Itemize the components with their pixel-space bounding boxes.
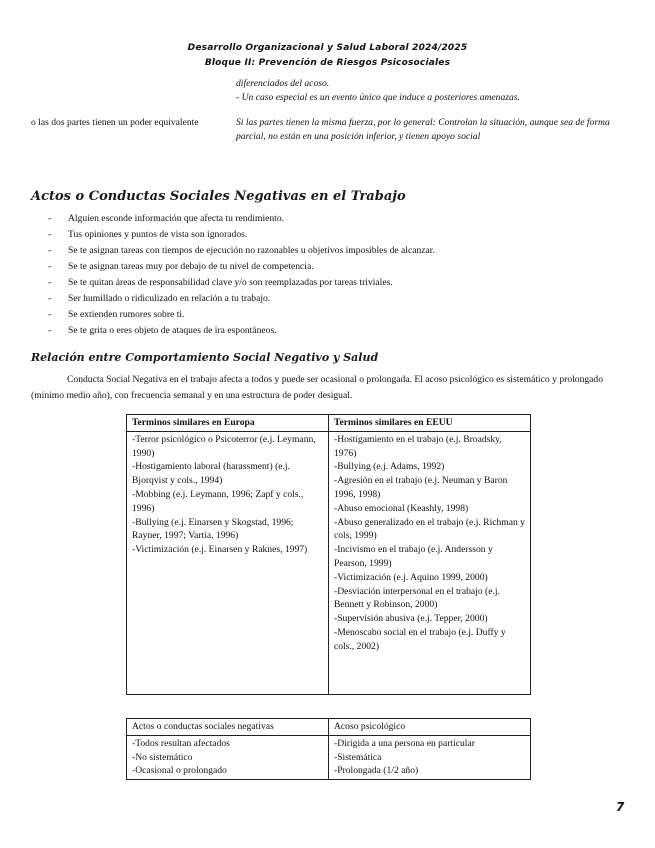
term-item: -Incivismo en el trabajo (e.j. Andersson y Pearson, 1999): [334, 544, 493, 569]
list-item: - Tus opiniones y puntos de vista son ignorados.: [48, 229, 248, 240]
continued-text: [236, 77, 626, 104]
comparison-item: -No sistemático: [132, 751, 193, 763]
negative-acts-cell: [127, 735, 329, 779]
term-item: -Terror psicológico o Psicoterror (e.j. Leymann, 1990): [132, 433, 316, 459]
term-item: -Abuso generalizado en el trabajo (e.j. Richman y cols, 1999): [334, 516, 526, 542]
list-item: - Se te asignan tareas con tiempos de ejecución no razonables u objetivos imposibles de alcanzar.: [48, 245, 435, 256]
section-title-negative-acts: Actos o Conductas Sociales Negativas en el Trabajo: [31, 189, 406, 204]
page-number: 7: [616, 800, 625, 814]
comparison-item: -Ocasional o prolongado: [132, 765, 227, 777]
continued-line: - Un caso especial es un evento único que induce a posteriores amenazas.: [236, 91, 520, 103]
document-header-subtitle: Bloque II: Prevención de Riesgos Psicosociales: [204, 58, 451, 68]
term-item: -Agresión en el trabajo (e.j. Neuman y Baron 1996, 1998): [334, 475, 508, 500]
document-header-title: Desarrollo Organizacional y Salud Laboral 2024/2025: [187, 43, 468, 53]
comparison-item: -Dirigida a una persona en particular: [334, 737, 475, 749]
list-item-text: Se extienden rumores sobre ti.: [68, 309, 185, 320]
term-item: -Bullying (e.j. Adams, 1992): [334, 461, 445, 473]
term-item: -Abuso emocional (Keashly, 1998): [334, 502, 469, 514]
section-paragraph: Conducta Social Negativa en el trabajo afecta a todos y puede ser ocasional o prolongada. El acoso psicológico es sistemático y prolongado (mínimo medio año), con frecuencia semanal y en una estructura de poder desigual.: [31, 374, 604, 401]
table-row: [127, 431, 531, 694]
list-item-text: Ser humillado o ridiculizado en relación a tu trabajo.: [68, 293, 271, 304]
term-item: -Victimización (e.j. Aquino 1999, 2000): [334, 571, 488, 583]
term-item: -Bullying (e.j. Einarsen y Skogstad, 1996; Rayner, 1997; Vartia, 1996): [132, 516, 294, 542]
list-item: - Se te grita o eres objeto de ataques de ira espontáneos.: [48, 325, 277, 336]
comparison-table: [126, 718, 531, 780]
list-item: - Alguien esconde información que afecta tu rendimiento.: [48, 213, 285, 224]
term-item: -Desviación interpersonal en el trabajo (e.j. Bennett y Robinson, 2000): [334, 585, 500, 611]
table-header-usa: Terminos similares en EEUU: [329, 415, 531, 432]
table-row: [127, 735, 531, 779]
list-item: - Se extienden rumores sobre ti.: [48, 309, 185, 320]
term-item: -Hostigamiento laboral (harassment) (e.j. Bjorqvist y cols., 1994): [132, 461, 290, 487]
term-item: -Menoscabo social en el trabajo (e.j. Duffy y cols., 2002): [334, 626, 506, 652]
comparison-item: -Prolongada (1/2 año): [334, 765, 419, 777]
list-item-text: Se te quitan áreas de responsabilidad clave y/o son reemplazadas por tareas triviales.: [68, 277, 393, 288]
table-header-europe: Terminos similares en Europa: [127, 415, 329, 432]
similar-terms-table: [126, 414, 531, 695]
term-item: -Victimización (e.j. Einarsen y Raknes, 1997): [132, 544, 308, 556]
continued-line: diferenciados del acoso.: [236, 78, 330, 89]
europe-terms-cell: [127, 431, 329, 694]
top-left-cell-text: o las dos partes tienen un poder equivalente: [31, 117, 199, 128]
list-item-text: Se te asignan tareas muy por debajo de tu nivel de competencia.: [68, 261, 314, 272]
table-header-psychological-harassment: Acoso psicológico: [329, 719, 531, 736]
list-item: - Se te quitan áreas de responsabilidad clave y/o son reemplazadas por tareas triviales.: [48, 277, 393, 288]
list-item-text: Alguien esconde información que afecta tu rendimiento.: [68, 213, 285, 224]
table-header-row: [127, 719, 531, 736]
section-title-behavior-health: Relación entre Comportamiento Social Negativo y Salud: [31, 351, 379, 364]
table-header-row: [127, 415, 531, 432]
term-item: -Supervisión abusiva (e.j. Tepper, 2000): [334, 613, 488, 625]
list-item: - Ser humillado o ridiculizado en relación a tu trabajo.: [48, 293, 271, 304]
negative-acts-list: [44, 211, 624, 339]
table-header-negative-acts: Actos o conductas sociales negativas: [127, 719, 329, 736]
term-item: -Mobbing (e.j. Leymann, 1996; Zapf y cols., 1996): [132, 488, 304, 514]
term-item: -Hostigamiento en el trabajo (e.j. Broadsky, 1976): [334, 433, 502, 459]
top-right-cell-text: Si las partes tienen la misma fuerza, por lo general: Controlan la situación, aunque sea de forma parcial, no están en una posición inferior, y tienen apoyo social: [236, 117, 610, 142]
list-item-text: Tus opiniones y puntos de vista son ignorados.: [68, 229, 248, 240]
comparison-item: -Todos resultan afectados: [132, 737, 230, 749]
list-item-text: Se te grita o eres objeto de ataques de ira espontáneos.: [68, 325, 277, 336]
list-item: - Se te asignan tareas muy por debajo de tu nivel de competencia.: [48, 261, 314, 272]
comparison-item: -Sistemática: [334, 751, 382, 763]
psychological-harassment-cell: [329, 735, 531, 779]
usa-terms-cell: [329, 431, 531, 694]
list-item-text: Se te asignan tareas con tiempos de ejecución no razonables u objetivos imposibles de alcanzar.: [68, 245, 435, 256]
